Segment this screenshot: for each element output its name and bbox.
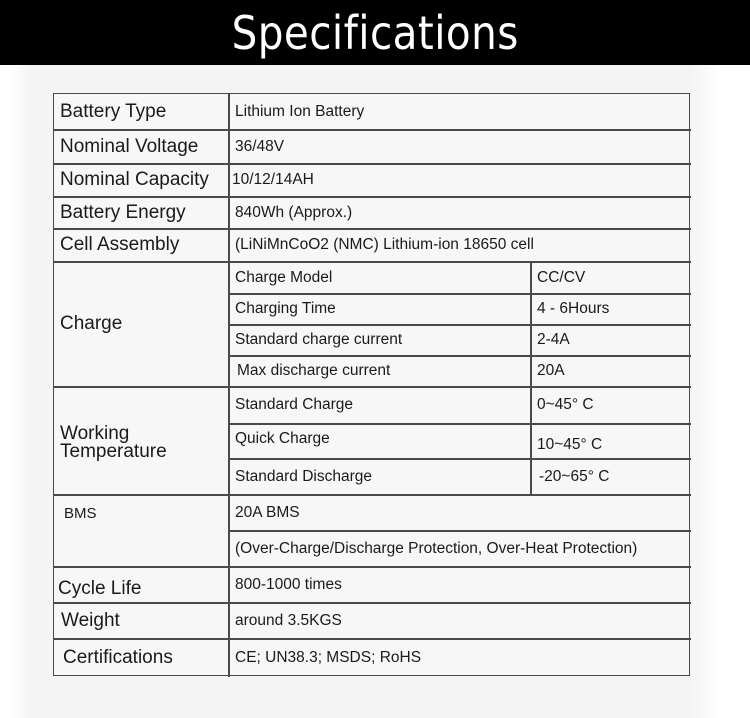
charging-time-value: 4 - 6Hours xyxy=(537,300,610,317)
title-bar xyxy=(0,0,750,65)
standard-charge-current-name: Standard charge current xyxy=(235,331,403,348)
bms-rating: 20A BMS xyxy=(235,503,300,521)
standard-charge-temp-name: Standard Charge xyxy=(235,396,354,413)
battery-type-value: Lithium Ion Battery xyxy=(235,102,365,120)
nominal-capacity-label: Nominal Capacity xyxy=(60,169,209,190)
nominal-capacity-value: 10/12/14AH xyxy=(232,171,314,188)
charge-label: Charge xyxy=(60,313,123,334)
spec-table xyxy=(53,93,690,676)
nominal-voltage-value: 36/48V xyxy=(235,137,285,155)
cell-assembly-label: Cell Assembly xyxy=(60,234,180,255)
nominal-voltage-label: Nominal Voltage xyxy=(60,135,199,157)
battery-energy-value: 840Wh (Approx.) xyxy=(235,203,353,221)
weight-value: around 3.5KGS xyxy=(235,611,342,629)
weight-label: Weight xyxy=(61,609,120,631)
charge-model-name: Charge Model xyxy=(235,268,333,286)
quick-charge-temp-value: 10~45° C xyxy=(537,436,603,453)
edge-vignette-left xyxy=(0,65,30,718)
certifications-value: CE; UN38.3; MSDS; RoHS xyxy=(235,648,422,666)
bms-label: BMS xyxy=(64,505,97,522)
charging-time-name: Charging Time xyxy=(235,300,336,317)
charge-model-value: CC/CV xyxy=(537,268,586,286)
max-discharge-current-name: Max discharge current xyxy=(237,362,391,379)
working-temperature-label-line2: Temperature xyxy=(60,440,167,462)
battery-type-label: Battery Type xyxy=(60,100,167,122)
standard-charge-current-value: 2-4A xyxy=(537,331,570,348)
battery-energy-label: Battery Energy xyxy=(60,201,186,223)
max-discharge-current-value: 20A xyxy=(537,362,565,379)
standard-discharge-temp-value: -20~65° C xyxy=(539,467,610,485)
standard-charge-temp-value: 0~45° C xyxy=(537,396,594,413)
standard-discharge-temp-name: Standard Discharge xyxy=(235,467,372,485)
bms-protection: (Over-Charge/Discharge Protection, Over-Heat Protection) xyxy=(235,539,638,557)
quick-charge-temp-name: Quick Charge xyxy=(235,430,330,447)
certifications-label: Certifications xyxy=(63,646,173,668)
page-title: Specifications xyxy=(231,5,519,60)
cycle-life-value: 800-1000 times xyxy=(235,575,342,593)
working-temperature-label xyxy=(54,387,228,494)
working-temperature-label-line1: Working xyxy=(60,422,130,444)
edge-vignette-right xyxy=(690,65,750,718)
cell-assembly-value: (LiNiMnCoO2 (NMC) Lithium-ion 18650 cell xyxy=(235,236,534,253)
cycle-life-label: Cycle Life xyxy=(58,578,142,599)
